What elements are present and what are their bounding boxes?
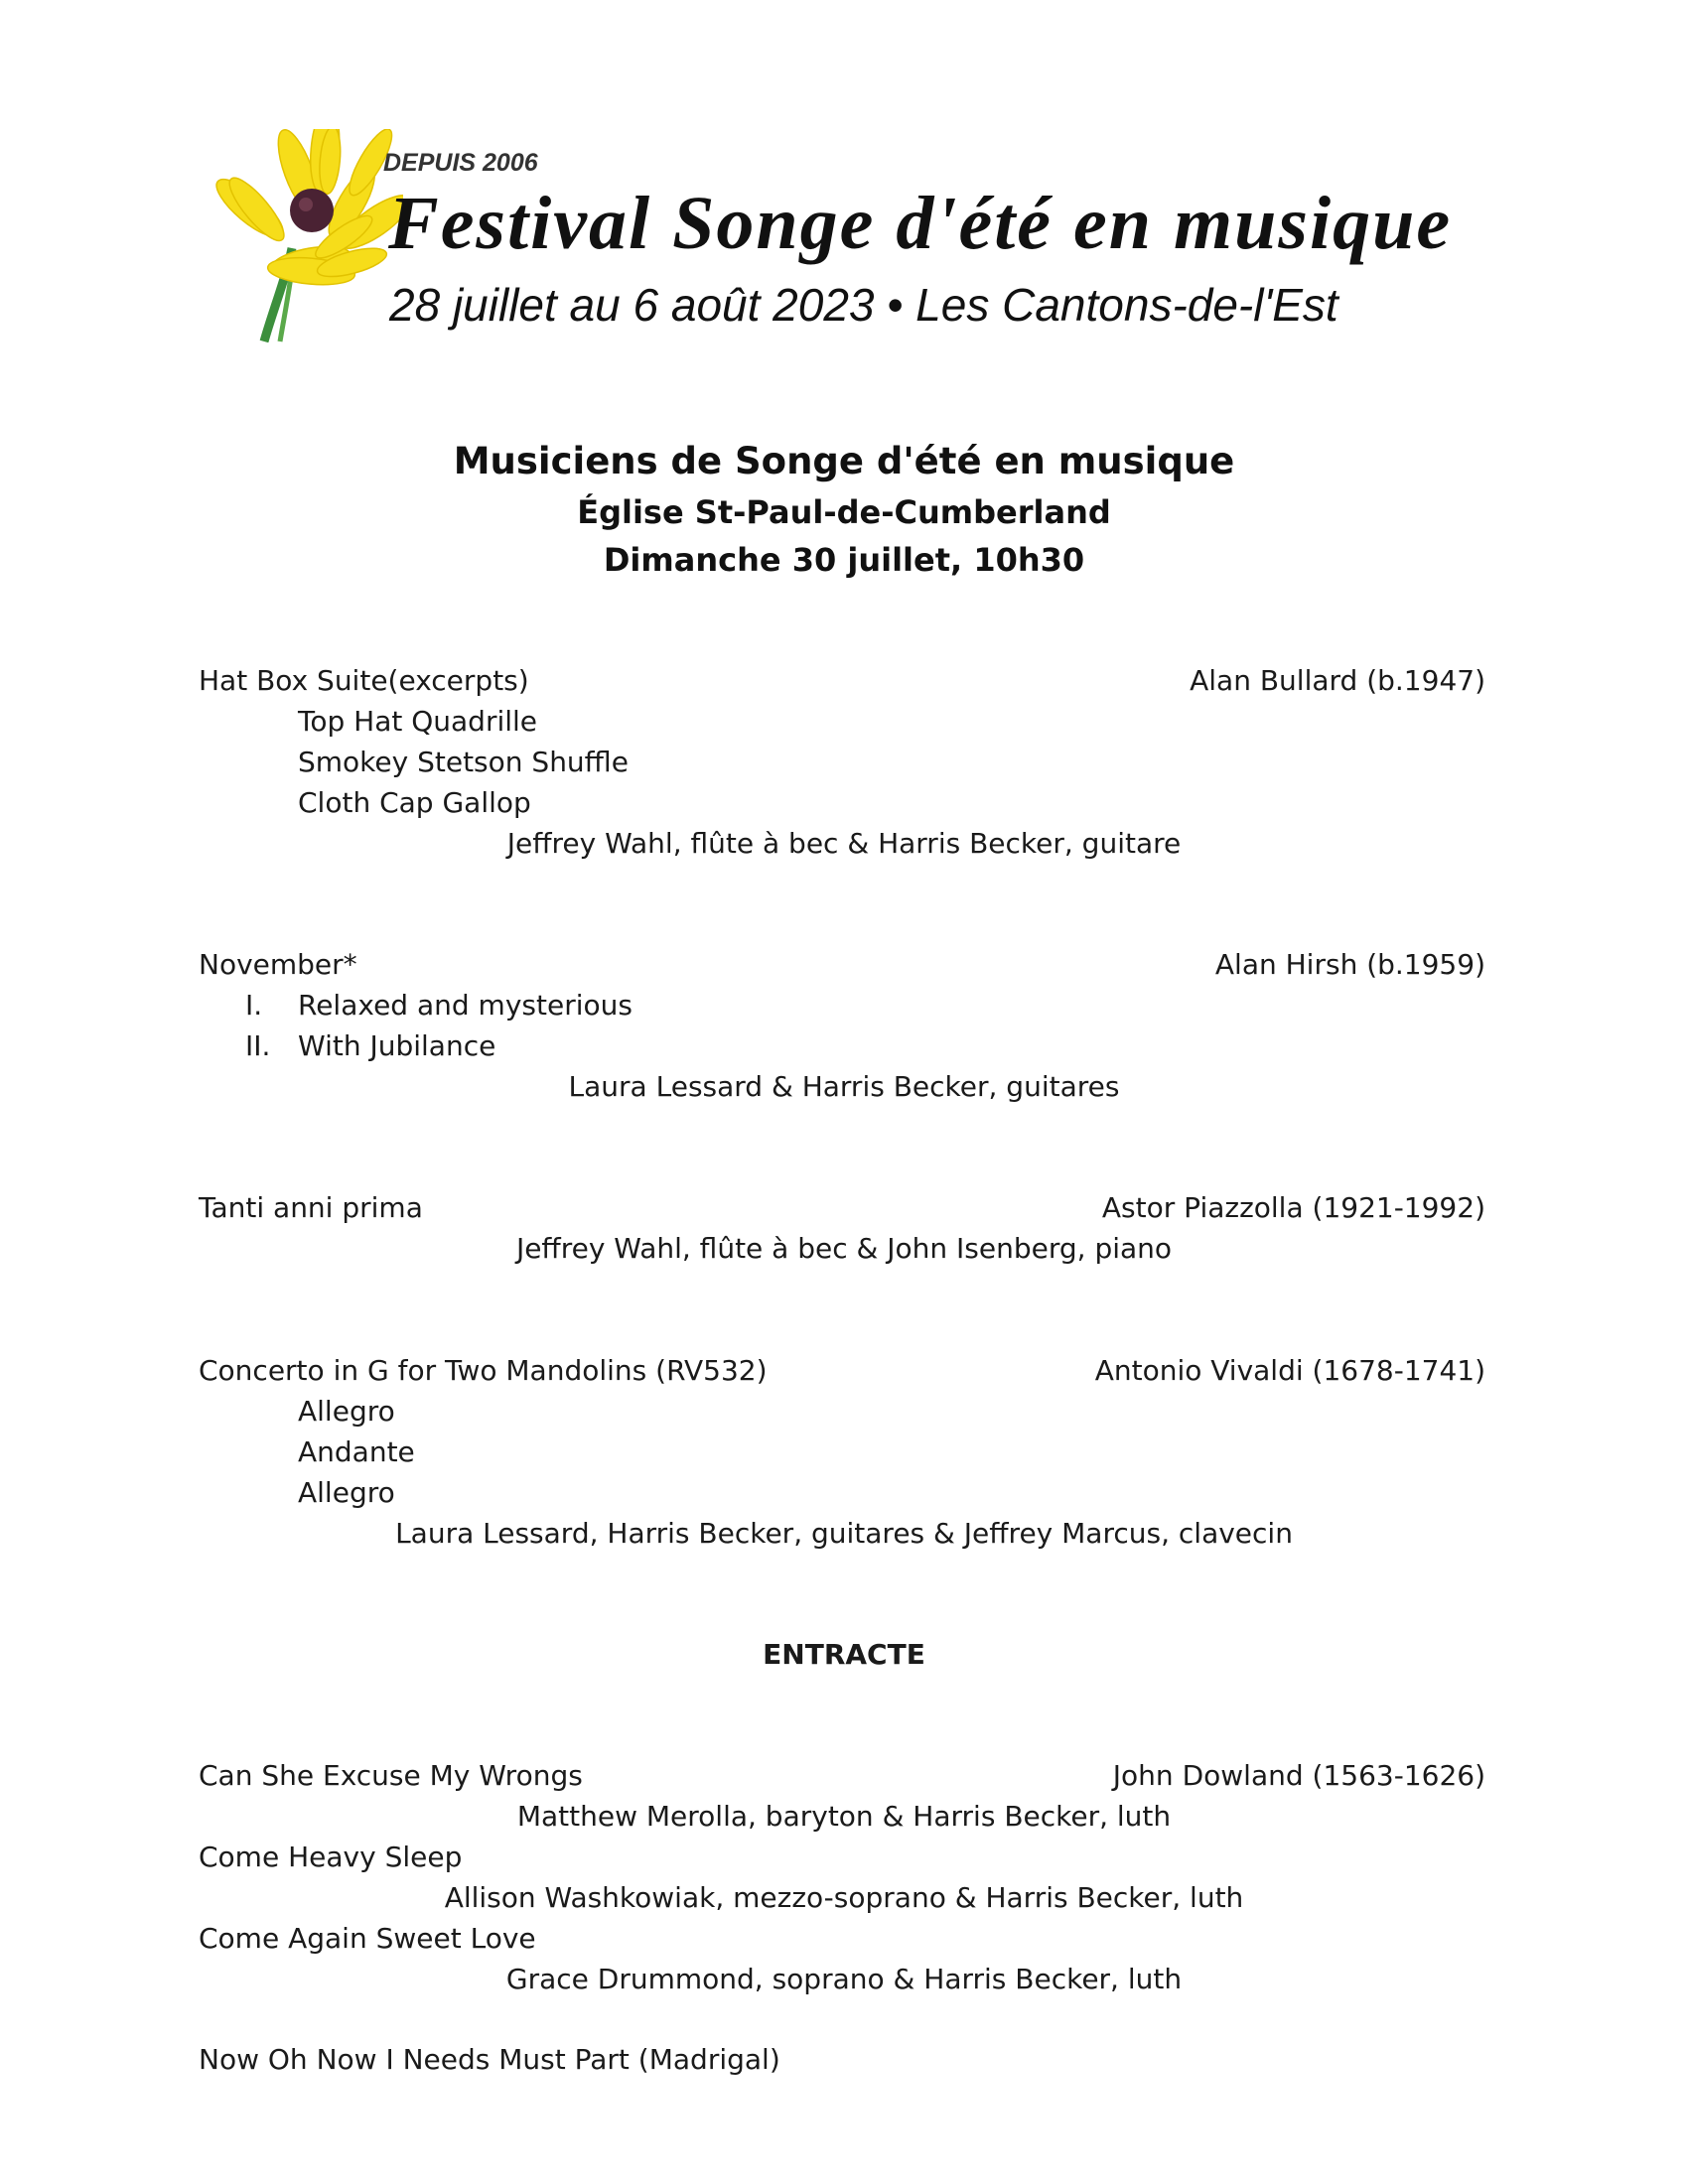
- performers: Matthew Merolla, baryton & Harris Becker, luth: [516, 1800, 1172, 1833]
- composer: Astor Piazzolla (1921-1992): [1101, 1191, 1485, 1224]
- work-title: Come Heavy Sleep: [199, 1841, 463, 1873]
- work-title: Now Oh Now I Needs Must Part (Madrigal): [199, 2043, 780, 2076]
- movement-number: II.: [245, 1029, 271, 1062]
- performers: Laura Lessard & Harris Becker, guitares: [568, 1070, 1120, 1103]
- performers: Grace Drummond, soprano & Harris Becker, luth: [505, 1963, 1183, 1995]
- performers: Laura Lessard, Harris Becker, guitares & Jeffrey Marcus, clavecin: [395, 1517, 1293, 1550]
- work-title: Hat Box Suite(excerpts): [199, 664, 529, 697]
- intermission-label: ENTRACTE: [763, 1638, 925, 1671]
- festival-title: Festival Songe d'été en musique: [388, 182, 1453, 265]
- movement-number: I.: [245, 989, 263, 1022]
- work-title: Come Again Sweet Love: [199, 1922, 536, 1955]
- composer: Alan Hirsh (b.1959): [1214, 948, 1485, 981]
- work-title: Can She Excuse My Wrongs: [199, 1759, 583, 1792]
- composer: Antonio Vivaldi (1678-1741): [1094, 1354, 1485, 1387]
- movement: Cloth Cap Gallop: [298, 786, 531, 819]
- festival-dates-location: 28 juillet au 6 août 2023 • Les Cantons-de-l'Est: [389, 279, 1338, 331]
- festival-banner: [195, 129, 1495, 342]
- movement: Smokey Stetson Shuffle: [298, 746, 629, 778]
- work-title: Concerto in G for Two Mandolins (RV532): [199, 1354, 768, 1387]
- movement: Top Hat Quadrille: [298, 705, 538, 738]
- movement: Andante: [298, 1435, 415, 1468]
- work-title: November*: [199, 948, 357, 981]
- concert-title: Musiciens de Songe d'été en musique: [453, 440, 1235, 482]
- performers: Jeffrey Wahl, flûte à bec & Harris Becker, guitare: [506, 827, 1182, 860]
- composer: Alan Bullard (b.1947): [1190, 664, 1485, 697]
- work-title: Tanti anni prima: [199, 1191, 423, 1224]
- movement: Allegro: [298, 1395, 395, 1428]
- concert-venue: Église St-Paul-de-Cumberland: [577, 493, 1111, 531]
- concert-datetime: Dimanche 30 juillet, 10h30: [603, 541, 1085, 579]
- movement: Allegro: [298, 1476, 395, 1509]
- movement: Relaxed and mysterious: [298, 989, 633, 1022]
- performers: Jeffrey Wahl, flûte à bec & John Isenberg, piano: [515, 1232, 1173, 1265]
- festival-since: DEPUIS 2006: [383, 149, 538, 177]
- black-eyed-susan-flower-icon: [195, 129, 403, 342]
- movement: With Jubilance: [298, 1029, 496, 1062]
- performers: Allison Washkowiak, mezzo-soprano & Harris Becker, luth: [444, 1881, 1244, 1914]
- composer: John Dowland (1563-1626): [1112, 1759, 1485, 1792]
